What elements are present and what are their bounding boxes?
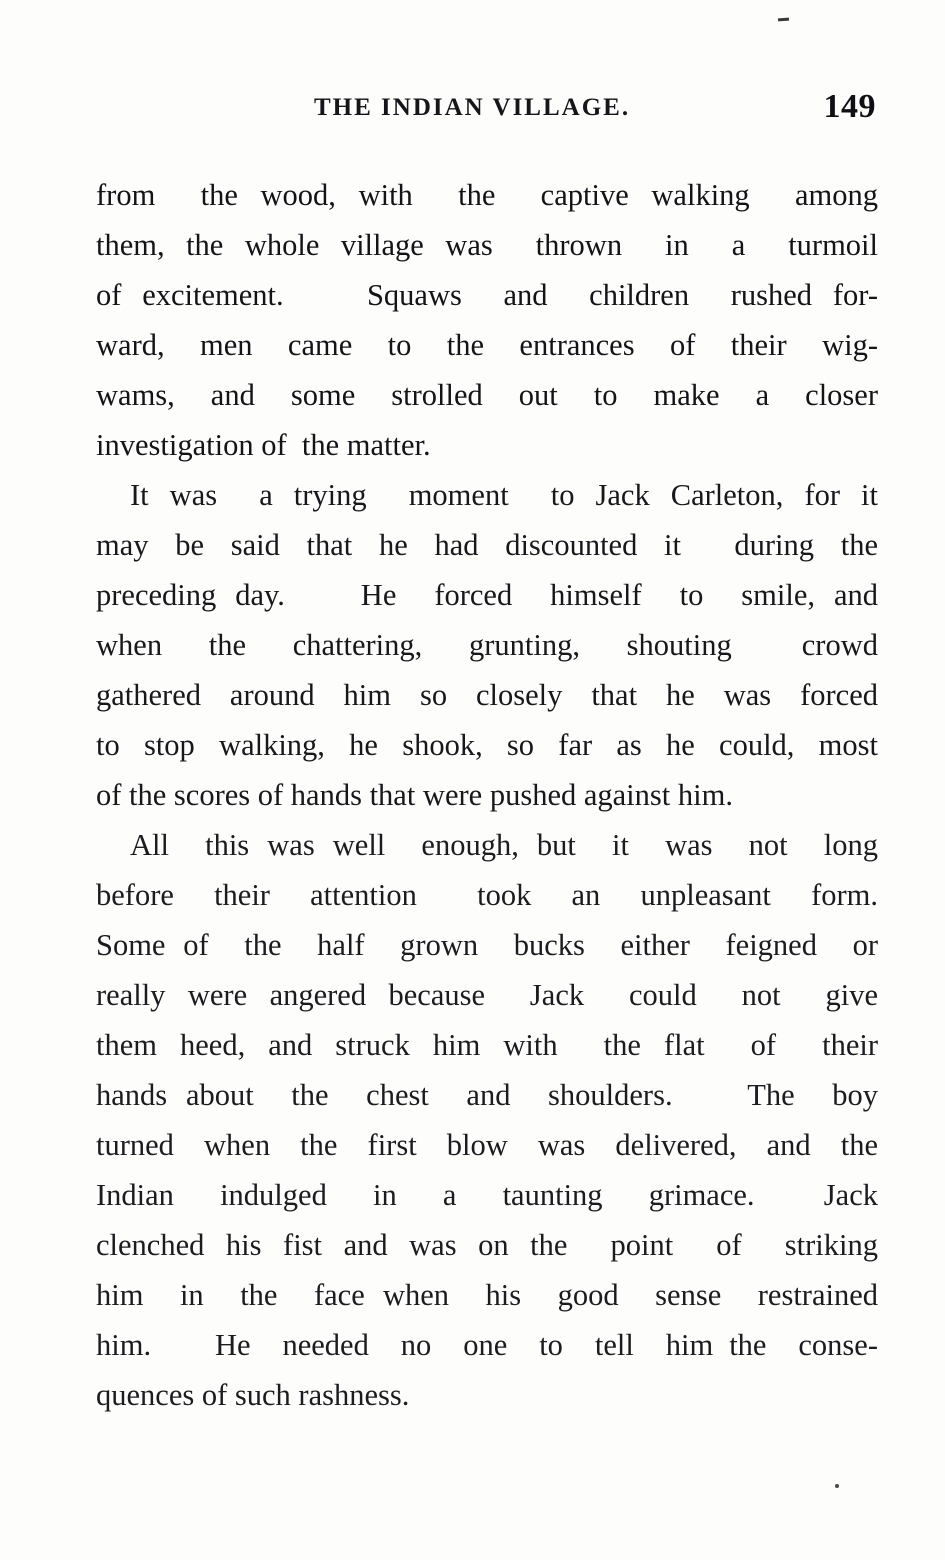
- paragraph-2: [96, 470, 878, 820]
- text-line: investigation of the matter.: [96, 428, 431, 462]
- page-body: [96, 170, 878, 1420]
- text-line: turned when the first blow was delivered, and the: [96, 1128, 878, 1162]
- text-line: may be said that he had discounted it during the: [96, 528, 878, 562]
- text-line: of excitement. Squaws and children rushed for-: [96, 278, 878, 312]
- text-line: wams, and some strolled out to make a closer: [96, 378, 878, 412]
- text-line: of the scores of hands that were pushed against him.: [96, 778, 733, 812]
- page-number: 149: [823, 88, 876, 125]
- text-line: really were angered because Jack could not give: [96, 978, 878, 1012]
- page-header: [96, 88, 876, 134]
- text-line: them, the whole village was thrown in a turmoil: [96, 228, 878, 262]
- paragraph-3: [96, 820, 878, 1420]
- text-line: Indian indulged in a taunting grimace. Jack: [96, 1178, 878, 1212]
- text-line: him. He needed no one to tell him the conse-: [96, 1328, 878, 1362]
- text-line: when the chattering, grunting, shouting crowd: [96, 628, 878, 662]
- text-line-content: It was a trying moment to Jack Carleton, for it: [130, 478, 878, 512]
- text-line: quences of such rashness.: [96, 1378, 410, 1412]
- text-line: ward, men came to the entrances of their wig-: [96, 328, 878, 362]
- paragraph-1: [96, 170, 878, 470]
- text-line: gathered around him so closely that he was forced: [96, 678, 878, 712]
- text-line: to stop walking, he shook, so far as he could, most: [96, 728, 878, 762]
- top-page-mark-icon: [778, 18, 789, 22]
- text-line: Some of the half grown bucks either feigned or: [96, 928, 878, 962]
- text-line: hands about the chest and shoulders. The boy: [96, 1078, 878, 1112]
- text-line: before their attention took an unpleasant form.: [96, 878, 878, 912]
- text-line-content: All this was well enough, but it was not long: [130, 828, 878, 862]
- running-head: THE INDIAN VILLAGE.: [314, 94, 631, 121]
- text-line: preceding day. He forced himself to smile, and: [96, 578, 878, 612]
- text-line: from the wood, with the captive walking among: [96, 178, 878, 212]
- text-line: [96, 470, 878, 520]
- text-line: [96, 820, 878, 870]
- text-line: him in the face when his good sense restrained: [96, 1278, 878, 1312]
- bottom-page-mark-icon: [835, 1484, 839, 1488]
- text-line: clenched his fist and was on the point of striking: [96, 1228, 878, 1262]
- text-line: them heed, and struck him with the flat of their: [96, 1028, 878, 1062]
